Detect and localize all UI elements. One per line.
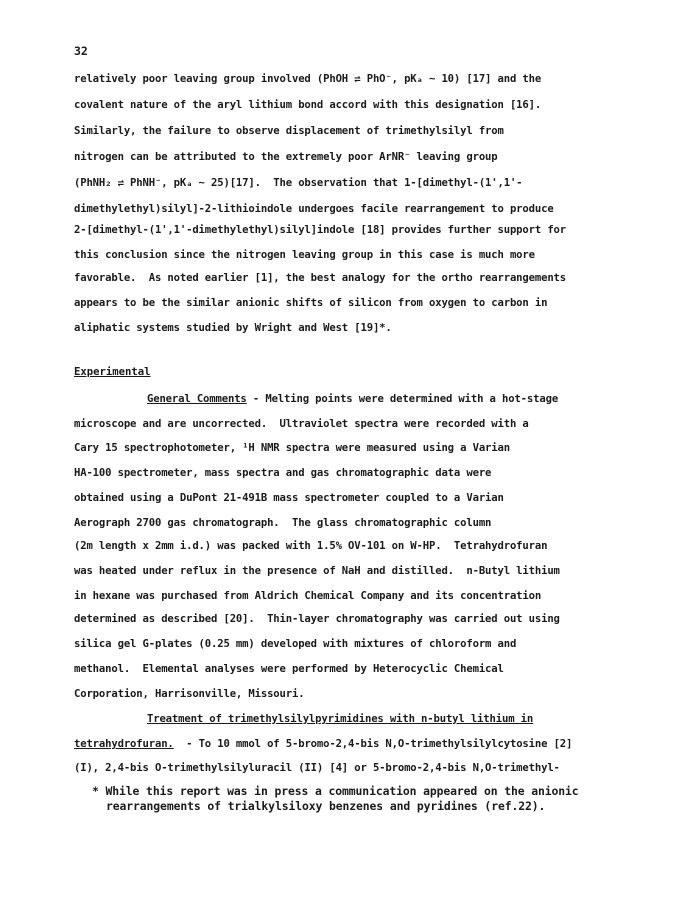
page-number: 32 bbox=[74, 44, 88, 58]
subheading-general-comments: General Comments bbox=[147, 393, 247, 405]
section-heading: Experimental bbox=[74, 366, 151, 378]
text-line: HA-100 spectrometer, mass spectra and gas chromatographic data were bbox=[74, 467, 492, 479]
text-line: aliphatic systems studied by Wright and West [19]*. bbox=[74, 322, 392, 334]
text-line: was heated under reflux in the presence of NaH and distilled. n-Butyl lithium bbox=[74, 565, 560, 577]
text-line: (PhNH₂ ⇌ PhNH⁻, pKₐ ~ 25)[17]. The observation that 1-[dimethyl-(1',1'- bbox=[74, 177, 523, 189]
text-line: Similarly, the failure to observe displacement of trimethylsilyl from bbox=[74, 125, 504, 137]
text-line: methanol. Elemental analyses were performed by Heterocyclic Chemical bbox=[74, 663, 504, 675]
text-line bbox=[147, 392, 558, 406]
text-line: appears to be the similar anionic shifts of silicon from oxygen to carbon in bbox=[74, 297, 548, 309]
text-line: Corporation, Harrisonville, Missouri. bbox=[74, 688, 305, 700]
text-line: covalent nature of the aryl lithium bond accord with this designation [16]. bbox=[74, 99, 542, 111]
text-line: favorable. As noted earlier [1], the best analogy for the ortho rearrangements bbox=[74, 272, 567, 284]
text-line: determined as described [20]. Thin-layer chromatography was carried out using bbox=[74, 613, 560, 625]
subheading-treatment-cont: tetrahydrofuran. bbox=[74, 738, 174, 750]
text-line: nitrogen can be attributed to the extremely poor ArNR⁻ leaving group bbox=[74, 151, 498, 163]
subheading-treatment: Treatment of trimethylsilylpyrimidines with n-butyl lithium in bbox=[147, 713, 534, 725]
text-line: microscope and are uncorrected. Ultraviolet spectra were recorded with a bbox=[74, 418, 529, 430]
text-line: (I), 2,4-bis O-trimethylsilyluracil (II) [4] or 5-bromo-2,4-bis N,O-trimethyl- bbox=[74, 762, 560, 774]
text-line: 2-[dimethyl-(1',1'-dimethylethyl)silyl]indole [18] provides further support for bbox=[74, 224, 567, 236]
text-line: Cary 15 spectrophotometer, ¹H NMR spectra were measured using a Varian bbox=[74, 442, 510, 454]
text-line: this conclusion since the nitrogen leaving group in this case is much more bbox=[74, 249, 535, 261]
text-run: - Melting points were determined with a hot-stage bbox=[246, 393, 559, 405]
text-line: relatively poor leaving group involved (PhOH ⇌ PhO⁻, pKₐ ~ 10) [17] and the bbox=[74, 73, 542, 85]
text-line: obtained using a DuPont 21-491B mass spectrometer coupled to a Varian bbox=[74, 492, 504, 504]
text-line: Aerograph 2700 gas chromatograph. The glass chromatographic column bbox=[74, 517, 492, 529]
text-line: in hexane was purchased from Aldrich Chemical Company and its concentration bbox=[74, 590, 542, 602]
text-line: dimethylethyl)silyl]-2-lithioindole undergoes facile rearrangement to produce bbox=[74, 203, 554, 215]
text-line: silica gel G-plates (0.25 mm) developed with mixtures of chloroform and bbox=[74, 638, 517, 650]
text-run: - To 10 mmol of 5-bromo-2,4-bis N,O-trimethylsilylcytosine [2] bbox=[173, 738, 573, 750]
footnote-line: rearrangements of trialkylsiloxy benzenes and pyridines (ref.22). bbox=[106, 799, 546, 813]
text-line bbox=[74, 737, 572, 751]
text-line: (2m length x 2mm i.d.) was packed with 1.5% OV-101 on W-HP. Tetrahydrofuran bbox=[74, 540, 548, 552]
footnote-line: * While this report was in press a communication appeared on the anionic bbox=[92, 784, 579, 798]
